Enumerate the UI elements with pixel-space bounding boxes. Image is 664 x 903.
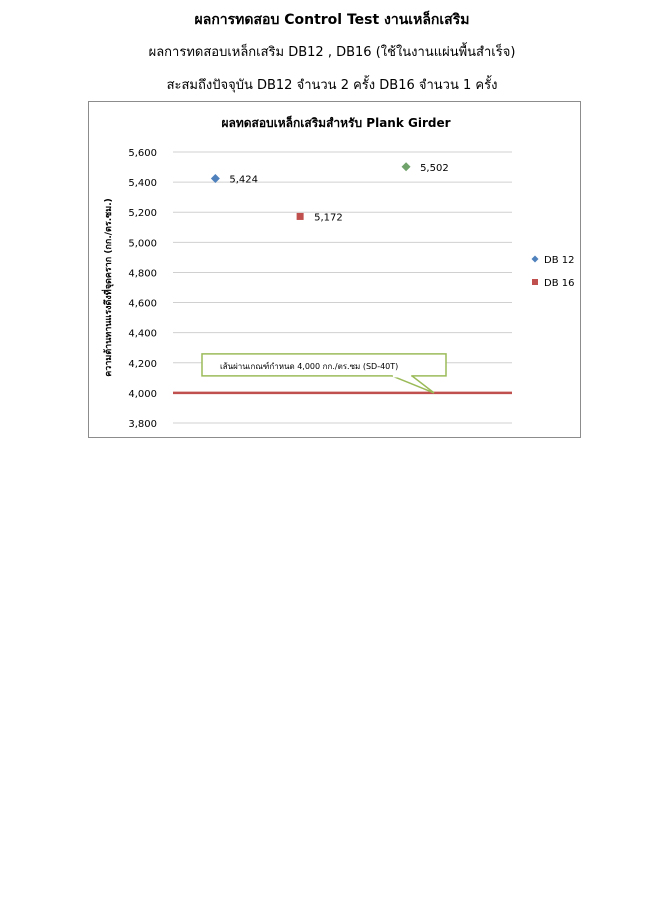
y-tick-label: 4,400 [128, 328, 157, 340]
y-tick-label: 4,200 [128, 358, 157, 370]
document-subtitle: ผลการทดสอบเหล็กเสริม DB12 , DB16 (ใช้ในงานแผ่นพื้นสำเร็จ) [148, 45, 516, 60]
chart-container [88, 101, 581, 438]
legend-label: DB 12 [544, 255, 575, 266]
legend-marker [532, 256, 539, 263]
chart-title: ผลทดสอบเหล็กเสริมสำหรับ Plank Girder [221, 116, 451, 130]
threshold-callout-join [393, 375, 411, 378]
data-points [211, 162, 449, 223]
legend [532, 255, 575, 289]
y-tick-label: 5,600 [128, 148, 157, 159]
y-tick-label: 4,000 [128, 388, 157, 400]
y-tick-label: 3,800 [128, 419, 157, 430]
legend-marker [532, 279, 538, 285]
document-summary: สะสมถึงปัจจุบัน DB12 จำนวน 2 ครั้ง DB16 จำนวน 1 ครั้ง [166, 78, 498, 93]
y-tick-label: 5,200 [128, 208, 157, 220]
threshold-label: เส้นผ่านเกณฑ์กำหนด 4,000 กก./ตร.ซม (SD-40T) [220, 361, 399, 371]
y-tick-labels [128, 148, 157, 430]
data-point-marker [297, 213, 304, 220]
y-tick-label: 4,800 [128, 268, 157, 280]
gridlines [173, 152, 512, 423]
data-label: 5,502 [420, 162, 449, 174]
y-tick-label: 5,000 [128, 238, 157, 250]
threshold-group [173, 354, 512, 393]
y-tick-label: 5,400 [128, 178, 157, 190]
data-label: 5,424 [229, 174, 259, 186]
scatter-chart [89, 102, 580, 437]
y-axis-label: ความต้านทานแรงดึงที่จุดคราก (กก./ตร.ซม.) [104, 198, 114, 377]
document-title: ผลการทดสอบ Control Test งานเหล็กเสริม [194, 12, 470, 28]
data-label: 5,172 [314, 212, 343, 224]
legend-label: DB 16 [544, 278, 575, 289]
y-tick-label: 4,600 [128, 298, 157, 310]
data-point-marker [402, 162, 411, 171]
threshold-callout-pointer [392, 376, 434, 393]
